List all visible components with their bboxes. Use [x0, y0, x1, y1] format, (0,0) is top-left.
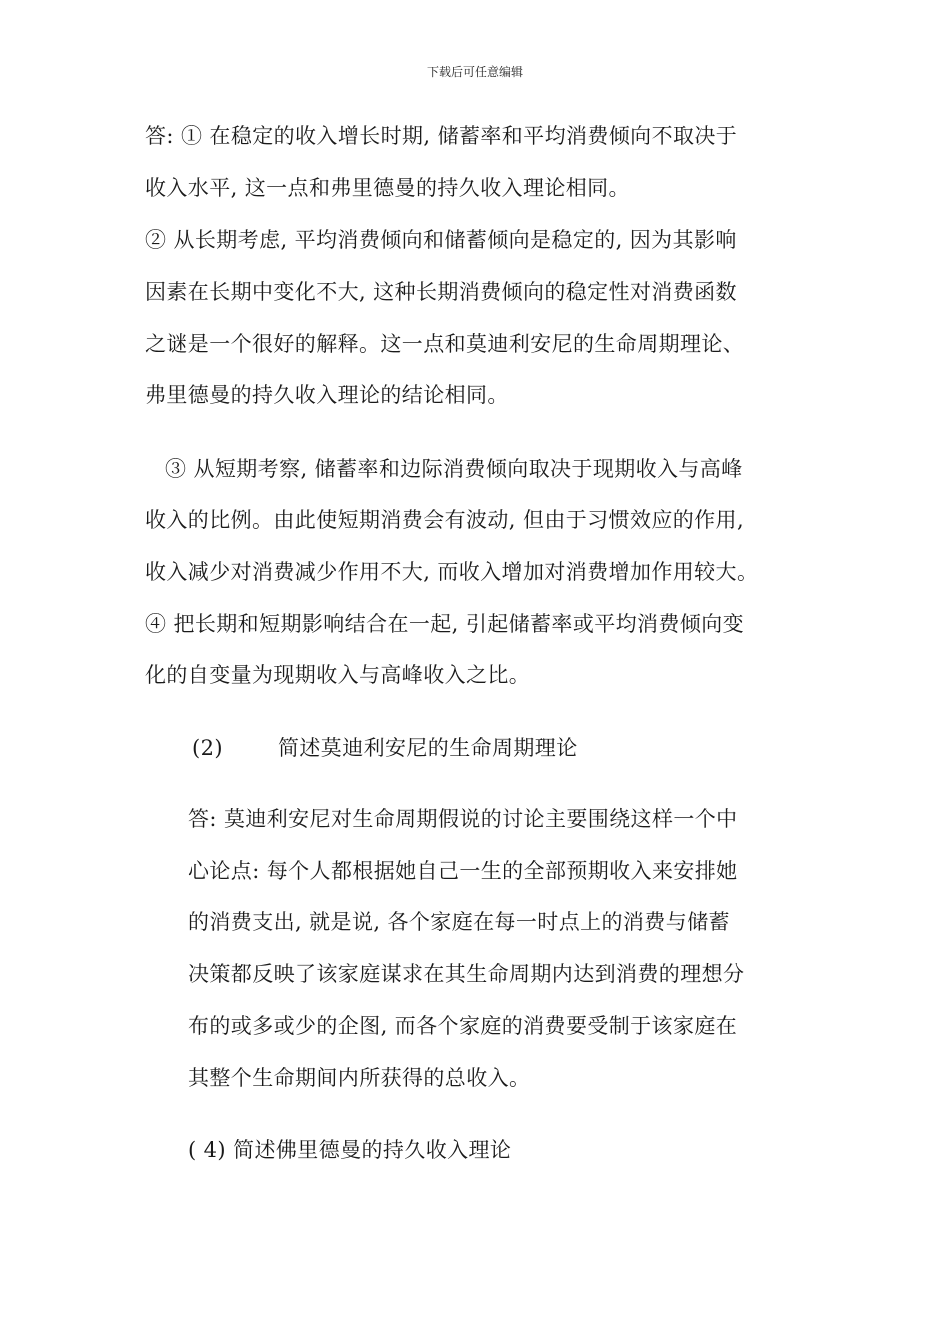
question-title: 简述莫迪利安尼的生命周期理论 [278, 736, 578, 760]
text-line: ② 从长期考虑, 平均消费倾向和储蓄倾向是稳定的, 因为其影响 [145, 228, 737, 252]
text-line: 因素在长期中变化不大, 这种长期消费倾向的稳定性对消费函数 [145, 280, 737, 304]
answer-line: 其整个生命期间内所获得的总收入。 [188, 1066, 531, 1090]
answer-line: 布的或多或少的企图, 而各个家庭的消费要受制于该家庭在 [188, 1014, 738, 1038]
answer-line: 决策都反映了该家庭谋求在其生命周期内达到消费的理想分 [188, 962, 745, 986]
text-line: 弗里德曼的持久收入理论的结论相同。 [145, 383, 509, 407]
question-number: (2) [192, 736, 223, 760]
text-line: 收入的比例。由此使短期消费会有波动, 但由于习惯效应的作用, [145, 508, 745, 532]
answer-line: 答: 莫迪利安尼对生命周期假说的讨论主要围绕这样一个中 [188, 807, 738, 831]
text-line: 化的自变量为现期收入与高峰收入之比。 [145, 663, 531, 687]
answer-line: 的消费支出, 就是说, 各个家庭在每一时点上的消费与储蓄 [188, 910, 730, 934]
text-line: 收入减少对消费减少作用不大, 而收入增加对消费增加作用较大。 [145, 560, 759, 584]
text-line: ④ 把长期和短期影响结合在一起, 引起储蓄率或平均消费倾向变 [145, 612, 745, 636]
page-header-note: 下载后可任意编辑 [426, 65, 523, 79]
question-heading: ( 4) 简述佛里德曼的持久收入理论 [188, 1138, 512, 1162]
text-line: ③ 从短期考察, 储蓄率和边际消费倾向取决于现期收入与高峰 [165, 457, 743, 481]
text-line: 之谜是一个很好的解释。这一点和莫迪利安尼的生命周期理论、 [145, 332, 745, 356]
text-line: 收入水平, 这一点和弗里德曼的持久收入理论相同。 [145, 176, 630, 200]
text-line: 答: ① 在稳定的收入增长时期, 储蓄率和平均消费倾向不取决于 [145, 124, 738, 148]
answer-line: 心论点: 每个人都根据她自己一生的全部预期收入来安排她 [188, 859, 738, 883]
